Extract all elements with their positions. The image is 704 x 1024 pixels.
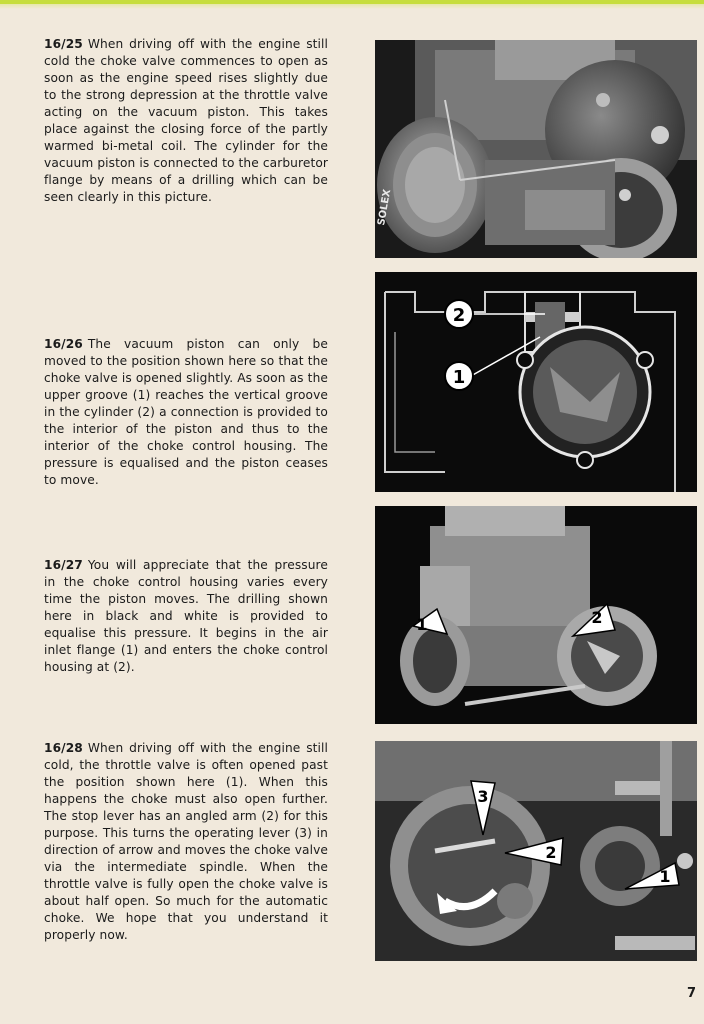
cutaway-diagram xyxy=(375,272,697,492)
carburetor-photo xyxy=(375,40,697,258)
callout-label: 2 xyxy=(591,608,603,627)
section-16-25 xyxy=(44,36,328,206)
callout-label: 1 xyxy=(452,367,466,388)
figure-throttle-linkage xyxy=(375,741,697,961)
figure-cutaway-diagram xyxy=(375,272,697,492)
callout-label: 1 xyxy=(659,867,671,886)
section-number: 16/27 xyxy=(44,558,83,572)
callout-label: 1 xyxy=(416,615,428,634)
callout-label: 3 xyxy=(477,787,489,806)
section-text: When driving off with the engine still cold the choke valve commences to open as soon as the engine speed rises slightly due to the strong depression at the throttle valve acting on the vacuum piston. This takes place against the closing force of the partly warmed bi-metal coil. The cylinder for the vacuum piston is connected to the carburetor flange by means of a drilling which can be seen clearly in this picture. xyxy=(44,37,328,204)
section-16-27 xyxy=(44,557,328,676)
figure-carburetor-drilling xyxy=(375,506,697,724)
section-number: 16/25 xyxy=(44,37,83,51)
top-color-band xyxy=(0,0,704,9)
section-number: 16/26 xyxy=(44,337,83,351)
section-text: The vacuum piston can only be moved to the position shown here so that the choke valve is opened slightly. As soon as the upper groove (1) reaches the vertical groove in the cylinder (2) a connection is provided to the interior of the piston and thus to the interior of the choke control housing. The pressure is equalised and the piston ceases to move. xyxy=(44,337,328,487)
carburetor-photo xyxy=(375,741,697,961)
solex-brand-text: SOLEX xyxy=(376,188,394,227)
section-16-26 xyxy=(44,336,328,489)
page-number: 7 xyxy=(686,986,696,1001)
callout-label: 2 xyxy=(545,843,557,862)
section-number: 16/28 xyxy=(44,741,83,755)
section-text: You will appreciate that the pressure in the choke control housing varies every time the piston moves. The drilling shown here in black and white is provided to equalise this pressure. It begins in the air inlet flange (1) and enters the choke control housing at (2). xyxy=(44,558,328,674)
carburetor-photo xyxy=(375,506,697,724)
figure-carburetor-vacuum-piston xyxy=(375,40,697,258)
callout-label: 2 xyxy=(452,305,466,326)
section-text: When driving off with the engine still cold, the throttle valve is often opened past the position shown here (1). When this happens the choke must also open further. The stop lever has an angled arm (2) for this purpose. This turns the operating lever (3) in direction of arrow and moves the choke valve via the intermediate spindle. When the throttle valve is fully open the choke valve is about half open. So much for the automatic choke. We hope that you understand it properly now. xyxy=(44,741,328,942)
section-16-28 xyxy=(44,740,328,944)
